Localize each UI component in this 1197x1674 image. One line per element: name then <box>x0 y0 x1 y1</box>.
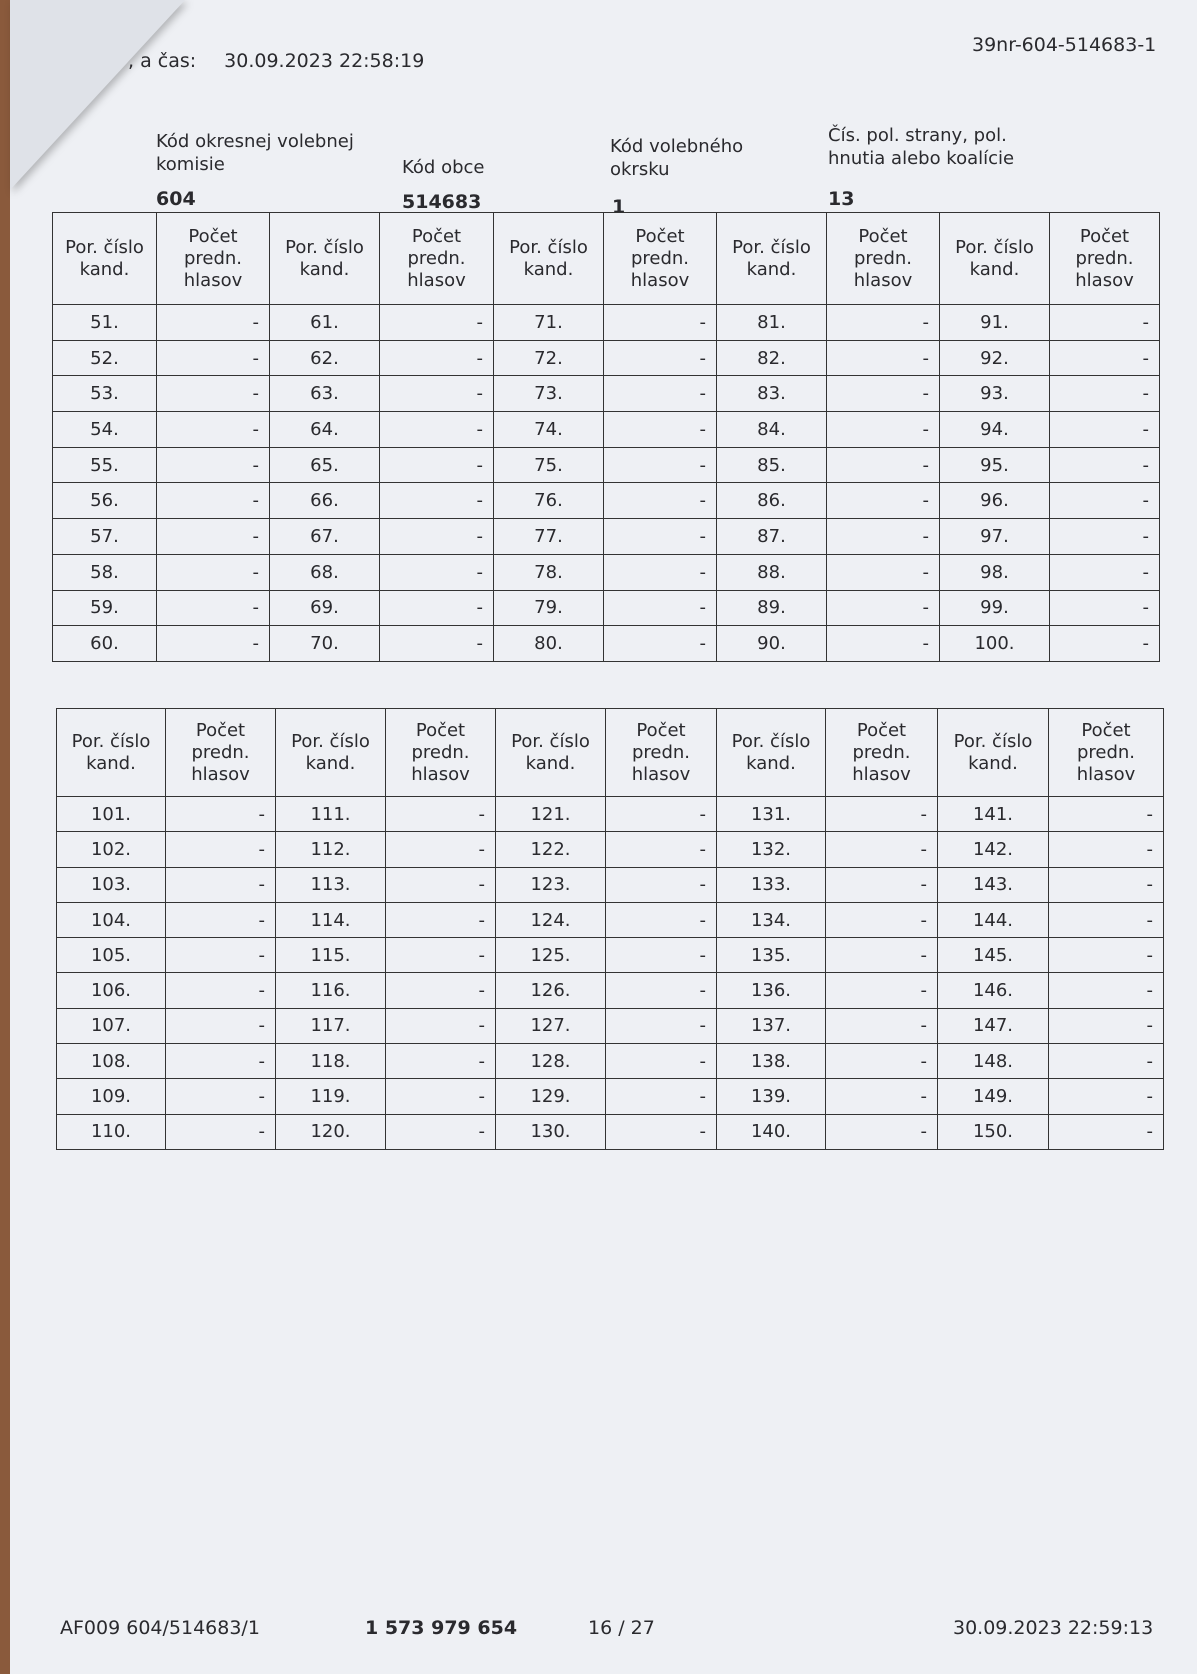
candidate-number-cell: 100. <box>940 626 1050 662</box>
candidate-number-cell: 74. <box>494 412 604 448</box>
candidate-number-cell: 66. <box>270 483 380 519</box>
preference-votes-cell: - <box>166 1114 276 1149</box>
preference-votes-cell: - <box>826 867 938 902</box>
preference-votes-cell: - <box>1049 867 1164 902</box>
candidate-number-cell: 97. <box>940 519 1050 555</box>
candidate-number-cell: 133. <box>717 867 826 902</box>
header-datetime-label: , a čas: <box>128 50 197 72</box>
candidate-number-cell: 121. <box>496 797 606 832</box>
preference-votes-cell: - <box>827 626 940 662</box>
column-header-preference-votes: Počet predn. hlasov <box>826 709 938 797</box>
candidate-number-cell: 130. <box>496 1114 606 1149</box>
candidate-number-cell: 138. <box>717 1044 826 1079</box>
preference-votes-cell: - <box>386 867 496 902</box>
candidate-number-cell: 79. <box>494 590 604 626</box>
preference-votes-cell: - <box>604 519 717 555</box>
candidate-number-cell: 118. <box>276 1044 386 1079</box>
candidate-number-cell: 52. <box>53 340 157 376</box>
preference-votes-cell: - <box>166 973 276 1008</box>
preference-votes-cell: - <box>606 797 717 832</box>
table-row <box>53 483 1160 519</box>
preference-votes-cell: - <box>826 1008 938 1043</box>
candidate-number-cell: 131. <box>717 797 826 832</box>
preference-votes-cell: - <box>386 1114 496 1149</box>
preference-votes-cell: - <box>826 832 938 867</box>
preference-votes-cell: - <box>386 1008 496 1043</box>
candidate-number-cell: 99. <box>940 590 1050 626</box>
preference-votes-cell: - <box>827 483 940 519</box>
column-header-candidate-number: Por. číslo kand. <box>494 213 604 305</box>
preference-votes-cell: - <box>380 519 494 555</box>
candidate-number-cell: 82. <box>717 340 827 376</box>
table-header-row <box>57 709 1164 797</box>
municipality-code-value: 514683 <box>402 191 482 213</box>
preference-votes-cell: - <box>1050 376 1160 412</box>
candidate-number-cell: 146. <box>938 973 1049 1008</box>
preference-votes-cell: - <box>827 412 940 448</box>
candidate-number-cell: 96. <box>940 483 1050 519</box>
table-row <box>53 554 1160 590</box>
table-row <box>57 938 1164 973</box>
candidate-number-cell: 140. <box>717 1114 826 1149</box>
candidate-number-cell: 94. <box>940 412 1050 448</box>
candidate-number-cell: 67. <box>270 519 380 555</box>
document-page <box>10 0 1197 1674</box>
candidate-number-cell: 73. <box>494 376 604 412</box>
party-number-label: Čís. pol. strany, pol. hnutia alebo koalície <box>828 125 1015 169</box>
electoral-district-code-label: Kód volebného okrsku <box>610 136 744 180</box>
preference-votes-cell: - <box>827 519 940 555</box>
preference-votes-cell: - <box>827 590 940 626</box>
preference-votes-cell: - <box>386 902 496 937</box>
candidate-number-cell: 65. <box>270 447 380 483</box>
column-header-preference-votes: Počet predn. hlasov <box>386 709 496 797</box>
candidate-number-cell: 81. <box>717 305 827 341</box>
candidate-number-cell: 103. <box>57 867 166 902</box>
candidate-number-cell: 70. <box>270 626 380 662</box>
preference-votes-cell: - <box>157 305 270 341</box>
preference-votes-cell: - <box>827 554 940 590</box>
column-header-preference-votes: Počet predn. hlasov <box>166 709 276 797</box>
preference-votes-cell: - <box>606 867 717 902</box>
candidate-number-cell: 132. <box>717 832 826 867</box>
preference-votes-cell: - <box>1050 483 1160 519</box>
candidate-number-cell: 101. <box>57 797 166 832</box>
preference-votes-cell: - <box>380 340 494 376</box>
preference-votes-cell: - <box>1050 447 1160 483</box>
candidate-number-cell: 142. <box>938 832 1049 867</box>
column-header-candidate-number: Por. číslo kand. <box>717 709 826 797</box>
candidate-number-cell: 55. <box>53 447 157 483</box>
preference-votes-cell: - <box>826 973 938 1008</box>
preference-votes-cell: - <box>380 412 494 448</box>
preference-votes-table-2 <box>56 708 1164 1150</box>
candidate-number-cell: 143. <box>938 867 1049 902</box>
preference-votes-cell: - <box>826 797 938 832</box>
column-header-candidate-number: Por. číslo kand. <box>940 213 1050 305</box>
preference-votes-cell: - <box>166 938 276 973</box>
candidate-number-cell: 150. <box>938 1114 1049 1149</box>
preference-votes-cell: - <box>157 590 270 626</box>
preference-votes-cell: - <box>604 554 717 590</box>
preference-votes-cell: - <box>826 1114 938 1149</box>
table-row <box>53 590 1160 626</box>
candidate-number-cell: 104. <box>57 902 166 937</box>
candidate-number-cell: 71. <box>494 305 604 341</box>
candidate-number-cell: 139. <box>717 1079 826 1114</box>
candidate-number-cell: 95. <box>940 447 1050 483</box>
candidate-number-cell: 57. <box>53 519 157 555</box>
preference-votes-cell: - <box>826 938 938 973</box>
candidate-number-cell: 124. <box>496 902 606 937</box>
preference-votes-cell: - <box>604 305 717 341</box>
candidate-number-cell: 63. <box>270 376 380 412</box>
preference-votes-cell: - <box>604 376 717 412</box>
candidate-number-cell: 98. <box>940 554 1050 590</box>
preference-votes-cell: - <box>380 483 494 519</box>
table-row <box>53 626 1160 662</box>
candidate-number-cell: 87. <box>717 519 827 555</box>
candidate-number-cell: 114. <box>276 902 386 937</box>
column-header-candidate-number: Por. číslo kand. <box>53 213 157 305</box>
candidate-number-cell: 102. <box>57 832 166 867</box>
form-reference: AF009 604/514683/1 <box>60 1617 260 1639</box>
candidate-number-cell: 135. <box>717 938 826 973</box>
preference-votes-cell: - <box>826 1044 938 1079</box>
candidate-number-cell: 68. <box>270 554 380 590</box>
header-datetime <box>128 50 424 72</box>
column-header-candidate-number: Por. číslo kand. <box>938 709 1049 797</box>
table-row <box>53 340 1160 376</box>
preference-votes-cell: - <box>1049 797 1164 832</box>
column-header-candidate-number: Por. číslo kand. <box>276 709 386 797</box>
candidate-number-cell: 76. <box>494 483 604 519</box>
column-header-preference-votes: Počet predn. hlasov <box>380 213 494 305</box>
table-row <box>57 902 1164 937</box>
preference-votes-cell: - <box>606 1114 717 1149</box>
table-row <box>57 832 1164 867</box>
candidate-number-cell: 91. <box>940 305 1050 341</box>
table-header-row <box>53 213 1160 305</box>
preference-votes-cell: - <box>1049 938 1164 973</box>
candidate-number-cell: 134. <box>717 902 826 937</box>
municipality-code-label: Kód obce <box>402 157 485 178</box>
candidate-number-cell: 107. <box>57 1008 166 1043</box>
preference-votes-cell: - <box>1050 626 1160 662</box>
preference-votes-cell: - <box>604 626 717 662</box>
candidate-number-cell: 61. <box>270 305 380 341</box>
column-header-candidate-number: Por. číslo kand. <box>496 709 606 797</box>
candidate-number-cell: 148. <box>938 1044 1049 1079</box>
candidate-number-cell: 127. <box>496 1008 606 1043</box>
candidate-number-cell: 123. <box>496 867 606 902</box>
party-number-value: 13 <box>828 188 855 210</box>
candidate-number-cell: 113. <box>276 867 386 902</box>
district-commission-code-label: Kód okresnej volebnej komisie <box>156 131 354 175</box>
candidate-number-cell: 128. <box>496 1044 606 1079</box>
preference-votes-cell: - <box>386 1044 496 1079</box>
preference-votes-cell: - <box>157 412 270 448</box>
preference-votes-cell: - <box>827 340 940 376</box>
candidate-number-cell: 59. <box>53 590 157 626</box>
candidate-number-cell: 86. <box>717 483 827 519</box>
preference-votes-cell: - <box>827 376 940 412</box>
candidate-number-cell: 69. <box>270 590 380 626</box>
candidate-number-cell: 105. <box>57 938 166 973</box>
candidate-number-cell: 108. <box>57 1044 166 1079</box>
preference-votes-cell: - <box>1050 305 1160 341</box>
candidate-number-cell: 78. <box>494 554 604 590</box>
preference-votes-cell: - <box>606 1008 717 1043</box>
column-header-candidate-number: Por. číslo kand. <box>717 213 827 305</box>
preference-votes-cell: - <box>1049 902 1164 937</box>
preference-votes-cell: - <box>827 447 940 483</box>
preference-votes-cell: - <box>386 797 496 832</box>
table-row <box>57 1079 1164 1114</box>
candidate-number-cell: 147. <box>938 1008 1049 1043</box>
table-row <box>53 412 1160 448</box>
candidate-number-cell: 112. <box>276 832 386 867</box>
preference-votes-cell: - <box>157 340 270 376</box>
candidate-number-cell: 92. <box>940 340 1050 376</box>
preference-votes-cell: - <box>604 412 717 448</box>
candidate-number-cell: 109. <box>57 1079 166 1114</box>
candidate-number-cell: 90. <box>717 626 827 662</box>
candidate-number-cell: 77. <box>494 519 604 555</box>
column-header-preference-votes: Počet predn. hlasov <box>1049 709 1164 797</box>
header-datetime-value: 30.09.2023 22:58:19 <box>224 50 425 72</box>
preference-votes-cell: - <box>380 554 494 590</box>
preference-votes-cell: - <box>1050 412 1160 448</box>
preference-votes-cell: - <box>827 305 940 341</box>
candidate-number-cell: 111. <box>276 797 386 832</box>
candidate-number-cell: 144. <box>938 902 1049 937</box>
table-row <box>57 1008 1164 1043</box>
preference-votes-cell: - <box>1049 832 1164 867</box>
candidate-number-cell: 145. <box>938 938 1049 973</box>
preference-votes-cell: - <box>604 590 717 626</box>
column-header-candidate-number: Por. číslo kand. <box>270 213 380 305</box>
candidate-number-cell: 126. <box>496 973 606 1008</box>
candidate-number-cell: 116. <box>276 973 386 1008</box>
candidate-number-cell: 84. <box>717 412 827 448</box>
candidate-number-cell: 88. <box>717 554 827 590</box>
preference-votes-cell: - <box>606 938 717 973</box>
candidate-number-cell: 60. <box>53 626 157 662</box>
electoral-district-code-value: 1 <box>612 196 626 218</box>
candidate-number-cell: 56. <box>53 483 157 519</box>
candidate-number-cell: 129. <box>496 1079 606 1114</box>
preference-votes-cell: - <box>380 447 494 483</box>
preference-votes-cell: - <box>1050 554 1160 590</box>
preference-votes-cell: - <box>166 832 276 867</box>
preference-votes-cell: - <box>606 902 717 937</box>
preference-votes-cell: - <box>826 1079 938 1114</box>
preference-votes-cell: - <box>386 1079 496 1114</box>
column-header-preference-votes: Počet predn. hlasov <box>606 709 717 797</box>
preference-votes-cell: - <box>1049 1079 1164 1114</box>
preference-votes-cell: - <box>1049 1044 1164 1079</box>
document-id: 39nr-604-514683-1 <box>972 34 1157 56</box>
preference-votes-table-1 <box>52 212 1160 662</box>
candidate-number-cell: 75. <box>494 447 604 483</box>
column-header-preference-votes: Počet predn. hlasov <box>604 213 717 305</box>
candidate-number-cell: 85. <box>717 447 827 483</box>
table-row <box>53 305 1160 341</box>
candidate-number-cell: 136. <box>717 973 826 1008</box>
preference-votes-cell: - <box>606 1044 717 1079</box>
candidate-number-cell: 53. <box>53 376 157 412</box>
preference-votes-cell: - <box>604 483 717 519</box>
preference-votes-cell: - <box>606 973 717 1008</box>
candidate-number-cell: 64. <box>270 412 380 448</box>
table-row <box>57 973 1164 1008</box>
preference-votes-cell: - <box>380 626 494 662</box>
column-header-preference-votes: Počet predn. hlasov <box>1050 213 1160 305</box>
preference-votes-cell: - <box>157 626 270 662</box>
preference-votes-cell: - <box>606 832 717 867</box>
preference-votes-cell: - <box>1049 1008 1164 1043</box>
table-row <box>57 867 1164 902</box>
preference-votes-cell: - <box>166 1008 276 1043</box>
preference-votes-cell: - <box>1049 1114 1164 1149</box>
candidate-number-cell: 117. <box>276 1008 386 1043</box>
candidate-number-cell: 149. <box>938 1079 1049 1114</box>
candidate-number-cell: 122. <box>496 832 606 867</box>
document-checksum: 1 573 979 654 <box>365 1617 518 1639</box>
preference-votes-cell: - <box>606 1079 717 1114</box>
table-row <box>53 519 1160 555</box>
preference-votes-cell: - <box>386 938 496 973</box>
candidate-number-cell: 125. <box>496 938 606 973</box>
preference-votes-cell: - <box>157 483 270 519</box>
candidate-number-cell: 72. <box>494 340 604 376</box>
candidate-number-cell: 80. <box>494 626 604 662</box>
preference-votes-cell: - <box>166 902 276 937</box>
candidate-number-cell: 83. <box>717 376 827 412</box>
preference-votes-cell: - <box>166 797 276 832</box>
footer-timestamp: 30.09.2023 22:59:13 <box>953 1617 1154 1639</box>
candidate-number-cell: 137. <box>717 1008 826 1043</box>
preference-votes-cell: - <box>380 590 494 626</box>
column-header-candidate-number: Por. číslo kand. <box>57 709 166 797</box>
candidate-number-cell: 110. <box>57 1114 166 1149</box>
preference-votes-cell: - <box>386 973 496 1008</box>
table-row <box>53 447 1160 483</box>
preference-votes-cell: - <box>380 305 494 341</box>
candidate-number-cell: 119. <box>276 1079 386 1114</box>
preference-votes-cell: - <box>166 867 276 902</box>
candidate-number-cell: 89. <box>717 590 827 626</box>
candidate-number-cell: 51. <box>53 305 157 341</box>
candidate-number-cell: 93. <box>940 376 1050 412</box>
column-header-preference-votes: Počet predn. hlasov <box>827 213 940 305</box>
table-row <box>57 1114 1164 1149</box>
table-row <box>57 797 1164 832</box>
preference-votes-cell: - <box>1050 519 1160 555</box>
column-header-preference-votes: Počet predn. hlasov <box>157 213 270 305</box>
preference-votes-cell: - <box>157 376 270 412</box>
preference-votes-cell: - <box>157 554 270 590</box>
candidate-number-cell: 62. <box>270 340 380 376</box>
candidate-number-cell: 120. <box>276 1114 386 1149</box>
preference-votes-cell: - <box>386 832 496 867</box>
preference-votes-cell: - <box>157 519 270 555</box>
preference-votes-cell: - <box>1050 340 1160 376</box>
candidate-number-cell: 106. <box>57 973 166 1008</box>
preference-votes-cell: - <box>380 376 494 412</box>
preference-votes-cell: - <box>826 902 938 937</box>
candidate-number-cell: 141. <box>938 797 1049 832</box>
candidate-number-cell: 115. <box>276 938 386 973</box>
candidate-number-cell: 58. <box>53 554 157 590</box>
preference-votes-cell: - <box>166 1044 276 1079</box>
table-row <box>53 376 1160 412</box>
candidate-number-cell: 54. <box>53 412 157 448</box>
preference-votes-cell: - <box>604 447 717 483</box>
preference-votes-cell: - <box>604 340 717 376</box>
preference-votes-cell: - <box>166 1079 276 1114</box>
preference-votes-cell: - <box>1049 973 1164 1008</box>
preference-votes-cell: - <box>157 447 270 483</box>
page-number: 16 / 27 <box>588 1617 655 1639</box>
preference-votes-cell: - <box>1050 590 1160 626</box>
district-commission-code-value: 604 <box>156 188 196 210</box>
table-row <box>57 1044 1164 1079</box>
